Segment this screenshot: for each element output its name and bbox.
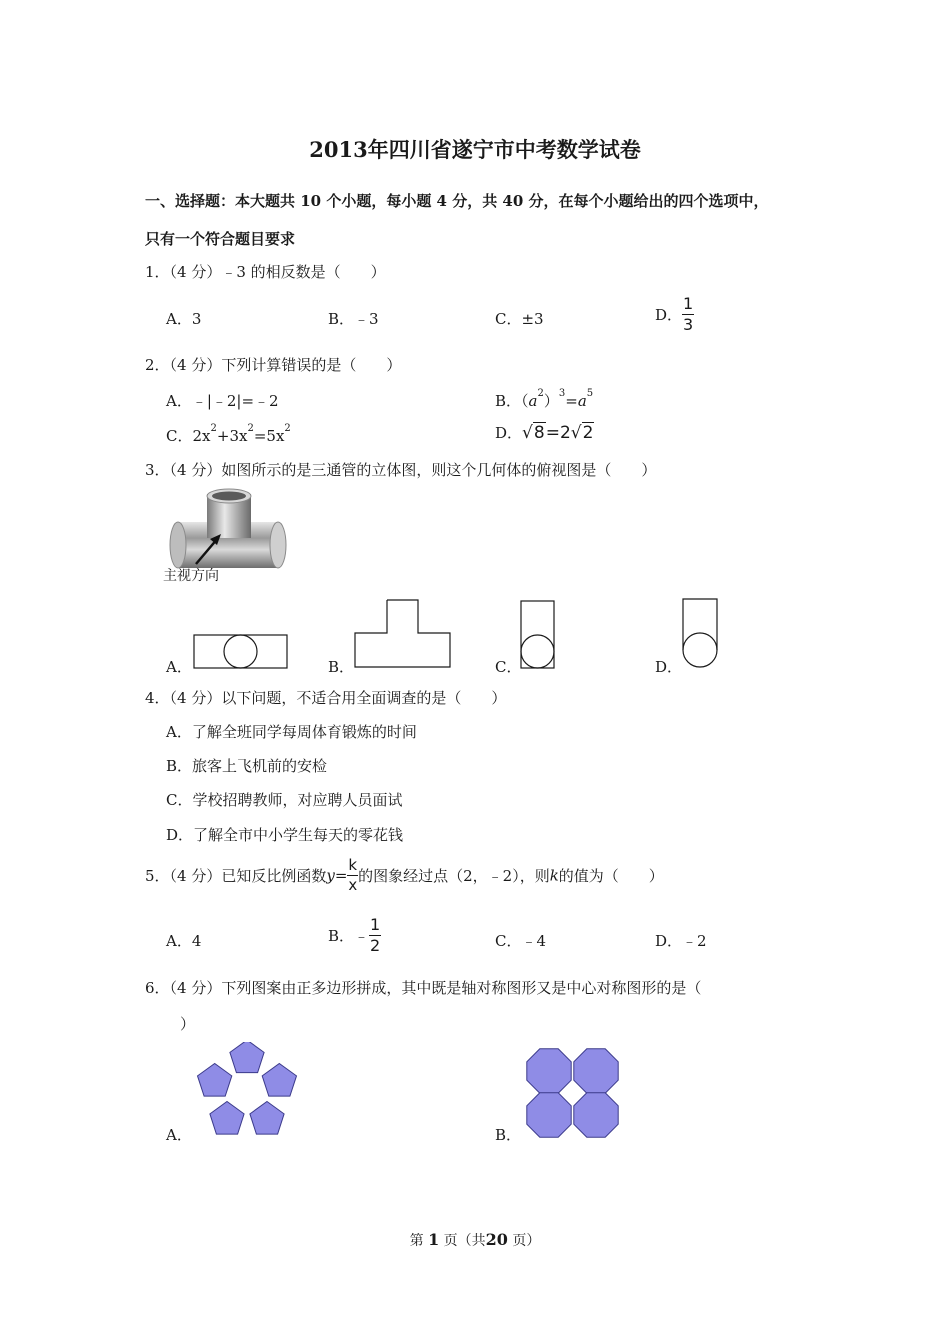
q5-b-fraction: $\frac{1}{2}$ (370, 915, 381, 955)
q2-stem: 2．（4 分）下列计算错误的是（ ） (145, 356, 402, 374)
section-heading-line1: 一、选择题：本大题共 10 个小题，每小题 4 分，共 40 分，在每个小题给出的四个选项中， (145, 192, 769, 210)
q5-stem: 5．（4 分）已知反比例函数y= $\frac{k}{x}$ 的图象经过点（2，﹣2），则k的值为（ ） (145, 856, 664, 894)
q3-option-d: D． (655, 658, 683, 676)
q1-option-d: D． $\frac{1}{3}$ (655, 294, 694, 334)
pipe-view-caption: 主视方向 (163, 568, 219, 584)
q4-option-c: C．学校招聘教师，对应聘人员面试 (166, 791, 403, 809)
q5-option-b: B．﹣ $\frac{1}{2}$ (328, 915, 381, 955)
q4-option-d: D．了解全市中小学生每天的零花钱 (166, 826, 404, 844)
q3-option-c: C． (495, 658, 522, 676)
q4-option-b: B．旅客上飞机前的安检 (166, 757, 328, 775)
q3-option-b: B． (328, 658, 355, 676)
q2-option-a: A．﹣|﹣2|=﹣2 (166, 392, 279, 410)
q2-option-d: D．√8=2√2 (495, 423, 594, 443)
q5-fraction: $\frac{k}{x}$ (348, 856, 358, 894)
pentagon-tile (210, 1102, 244, 1135)
q3-d-shape (682, 598, 720, 670)
q2-option-b: B．$(a^2)^3=a^5$ (495, 388, 594, 410)
q1-option-b: B．﹣3 (328, 310, 379, 328)
q1-option-c: C．±3 (495, 310, 544, 328)
q1-option-a: A．3 (166, 310, 202, 328)
octagon-tile (527, 1093, 571, 1137)
pentagon-tile (198, 1064, 232, 1097)
section-heading-line2: 只有一个符合题目要求 (145, 230, 296, 248)
q3-c-shape (520, 600, 556, 670)
octagon-tile (574, 1049, 618, 1093)
q1-stem: 1．（4 分）﹣3 的相反数是（ ） (145, 263, 386, 281)
q6-b-octagon-grid (524, 1048, 622, 1138)
q6-stem-cont: ） (180, 1015, 196, 1033)
q4-stem: 4．（4 分）以下问题，不适合用全面调查的是（ ） (145, 689, 507, 707)
q6-option-a: A． (166, 1126, 192, 1144)
q4-option-a: A．了解全班同学每周体育锻炼的时间 (166, 723, 417, 741)
q3-stem: 3．（4 分）如图所示的是三通管的立体图，则这个几何体的俯视图是（ ） (145, 461, 657, 479)
page-footer: 第 1 页（共20 页） (409, 1230, 541, 1249)
q5-option-d: D．﹣2 (655, 932, 707, 950)
page-title: 2013年四川省遂宁市中考数学试卷 (309, 137, 641, 162)
q6-a-pentagon-ring (192, 1042, 302, 1138)
q3-option-a: A． (166, 658, 192, 676)
pentagon-tile (250, 1102, 284, 1135)
q3-a-shape (193, 634, 289, 670)
q2-option-c: C．$2x^2+3x^2=5x^2$ (166, 423, 291, 445)
pentagon-tile (230, 1042, 264, 1073)
q6-stem: 6．（4 分）下列图案由正多边形拼成，其中既是轴对称图形又是中心对称图形的是（ (145, 979, 702, 997)
octagon-tile (574, 1093, 618, 1137)
q6-option-b: B． (495, 1126, 522, 1144)
q1-d-fraction: $\frac{1}{3}$ (683, 294, 694, 334)
q5-option-c: C．﹣4 (495, 932, 547, 950)
q5-option-a: A．4 (166, 932, 202, 950)
q3-b-shape (354, 599, 452, 669)
pentagon-tile (262, 1064, 296, 1097)
octagon-tile (527, 1049, 571, 1093)
